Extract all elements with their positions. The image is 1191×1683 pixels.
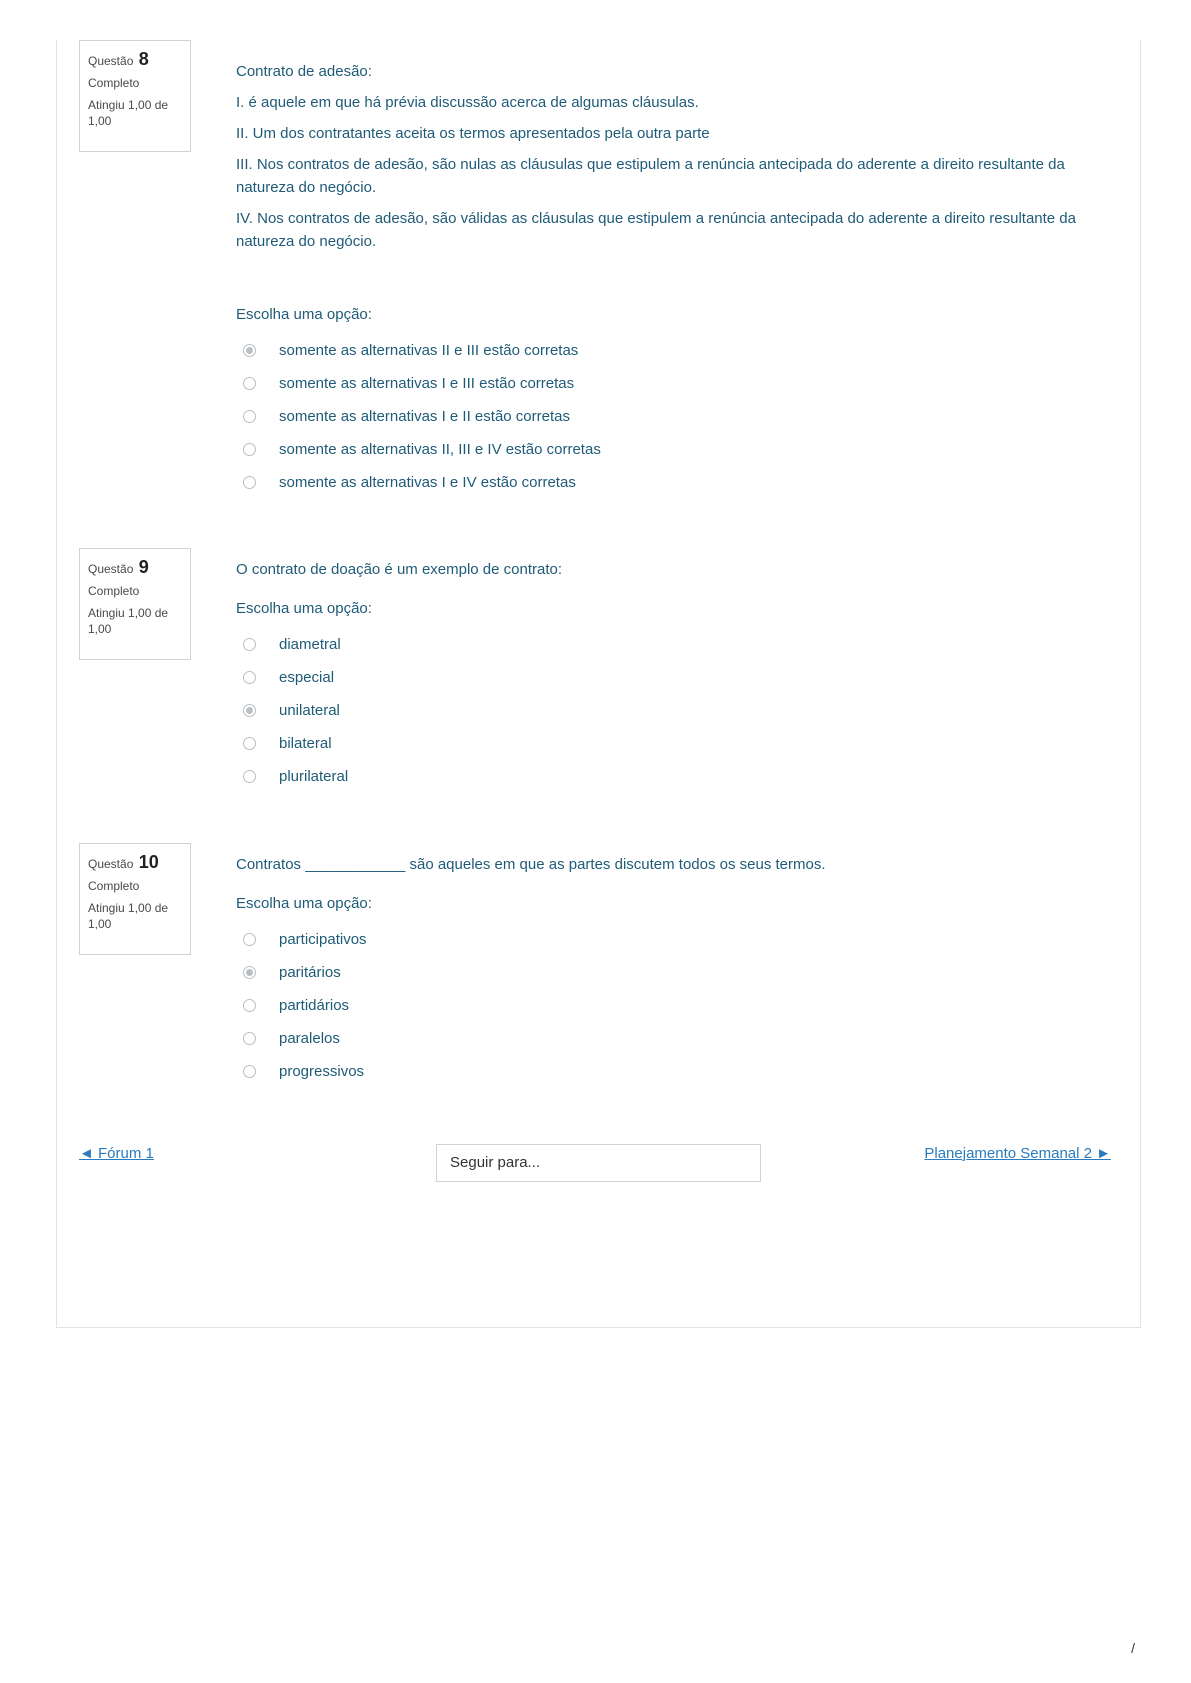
question-text: Contrato de adesão: — [236, 63, 372, 80]
answer-prompt: Escolha uma opção: — [236, 895, 372, 912]
radio-button[interactable] — [243, 770, 256, 783]
question-state: Completo — [88, 879, 140, 893]
option-label: unilateral — [279, 702, 340, 719]
next-activity-link[interactable]: Planejamento Semanal 2 ► — [924, 1145, 1111, 1162]
question-9 — [79, 548, 1119, 808]
radio-button[interactable] — [243, 344, 256, 357]
radio-button[interactable] — [243, 443, 256, 456]
question-number: 8 — [138, 49, 149, 69]
prev-activity-link[interactable]: ◄ Fórum 1 — [79, 1145, 154, 1162]
answer-option[interactable] — [236, 400, 1116, 433]
question-number: 10 — [138, 852, 159, 872]
radio-button[interactable] — [243, 638, 256, 651]
question-number: 9 — [138, 557, 149, 577]
answer-option[interactable] — [236, 334, 1116, 367]
answer-option[interactable] — [236, 956, 1116, 989]
answer-prompt: Escolha uma opção: — [236, 600, 372, 617]
answer-option[interactable] — [236, 367, 1116, 400]
answer-option[interactable] — [236, 694, 1116, 727]
question-grade: Atingiu 1,00 de 1,00 — [88, 98, 169, 128]
question-content — [236, 853, 1116, 1088]
answer-option[interactable] — [236, 989, 1116, 1022]
question-state: Completo — [88, 76, 140, 90]
question-info — [79, 548, 191, 660]
question-text: Contratos ____________ são aqueles em que as partes discutem todos os seus termos. — [236, 856, 826, 873]
radio-button[interactable] — [243, 377, 256, 390]
radio-button[interactable] — [243, 1032, 256, 1045]
option-label: somente as alternativas II e III estão corretas — [279, 342, 579, 359]
page-marker: / — [1131, 1640, 1135, 1656]
option-label: paralelos — [279, 1030, 340, 1047]
answer-option[interactable] — [236, 1055, 1116, 1088]
question-text: III. Nos contratos de adesão, são nulas as cláusulas que estipulem a renúncia antecipada do aderente a direito resultante da natureza do negócio. — [236, 156, 1065, 196]
radio-button[interactable] — [243, 1065, 256, 1078]
question-content — [236, 558, 1116, 793]
option-label: somente as alternativas I e IV estão corretas — [279, 474, 576, 491]
question-content — [236, 60, 1116, 499]
answer-option[interactable] — [236, 760, 1116, 793]
question-info — [79, 843, 191, 955]
radio-button[interactable] — [243, 476, 256, 489]
answer-prompt: Escolha uma opção: — [236, 306, 372, 323]
radio-button[interactable] — [243, 966, 256, 979]
answer-options — [236, 628, 1116, 793]
answer-option[interactable] — [236, 923, 1116, 956]
option-label: diametral — [279, 636, 341, 653]
answer-option[interactable] — [236, 433, 1116, 466]
answer-options — [236, 923, 1116, 1088]
question-label: Questão — [88, 857, 134, 871]
radio-button[interactable] — [243, 933, 256, 946]
option-label: plurilateral — [279, 768, 349, 785]
answer-option[interactable] — [236, 727, 1116, 760]
radio-button[interactable] — [243, 737, 256, 750]
question-text: I. é aquele em que há prévia discussão acerca de algumas cláusulas. — [236, 94, 699, 111]
option-label: progressivos — [279, 1063, 365, 1080]
question-text: O contrato de doação é um exemplo de contrato: — [236, 561, 563, 578]
option-label: somente as alternativas I e III estão corretas — [279, 375, 575, 392]
answer-option[interactable] — [236, 661, 1116, 694]
jump-to-select[interactable]: Seguir para... — [436, 1144, 761, 1182]
question-grade: Atingiu 1,00 de 1,00 — [88, 901, 169, 931]
radio-button[interactable] — [243, 410, 256, 423]
question-state: Completo — [88, 584, 140, 598]
option-label: paritários — [279, 964, 341, 981]
answer-option[interactable] — [236, 1022, 1116, 1055]
option-label: somente as alternativas I e II estão corretas — [279, 408, 570, 425]
question-10 — [79, 843, 1119, 1103]
option-label: participativos — [279, 931, 367, 948]
answer-option[interactable] — [236, 466, 1116, 499]
radio-button[interactable] — [243, 999, 256, 1012]
radio-button[interactable] — [243, 704, 256, 717]
answer-option[interactable] — [236, 628, 1116, 661]
question-info — [79, 40, 191, 152]
question-8 — [79, 40, 1119, 510]
question-label: Questão — [88, 562, 134, 576]
question-text: II. Um dos contratantes aceita os termos apresentados pela outra parte — [236, 125, 710, 142]
option-label: bilateral — [279, 735, 332, 752]
option-label: especial — [279, 669, 335, 686]
radio-button[interactable] — [243, 671, 256, 684]
question-grade: Atingiu 1,00 de 1,00 — [88, 606, 169, 636]
option-label: partidários — [279, 997, 350, 1014]
answer-options — [236, 334, 1116, 499]
question-text: IV. Nos contratos de adesão, são válidas as cláusulas que estipulem a renúncia antecipada do aderente a direito resultante da natureza do negócio. — [236, 210, 1076, 250]
option-label: somente as alternativas II, III e IV estão corretas — [279, 441, 601, 458]
question-label: Questão — [88, 54, 134, 68]
